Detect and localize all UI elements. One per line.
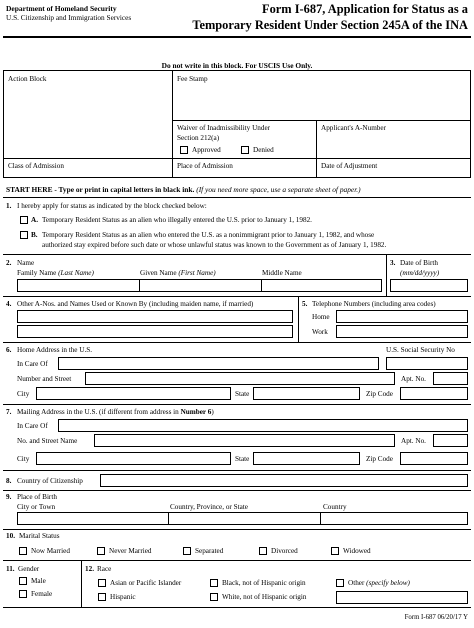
female-checkbox[interactable] <box>19 590 27 598</box>
mail-street-input[interactable] <box>94 434 395 447</box>
divorced-label: Divorced <box>271 547 298 555</box>
black-checkbox[interactable] <box>210 579 218 587</box>
male-checkbox[interactable] <box>19 577 27 585</box>
given-name-label: Given Name (First Name) <box>140 269 216 277</box>
widowed-label: Widowed <box>343 547 371 555</box>
divorced-checkbox[interactable] <box>259 547 267 555</box>
birth-province-label: Country, Province, or State <box>170 503 248 511</box>
mail-street-label: No. and Street Name <box>17 437 78 445</box>
approved-label: Approved <box>192 146 221 154</box>
widowed-checkbox[interactable] <box>331 547 339 555</box>
state-input[interactable] <box>253 387 360 400</box>
mail-city-label: City <box>17 455 30 463</box>
q8-label: Country of Citizenship <box>17 477 83 485</box>
q12-label: Race <box>97 565 112 573</box>
department-name: Department of Homeland Security <box>6 4 117 13</box>
asian-label: Asian or Pacific Islander <box>110 579 182 587</box>
q3-label: Date of Birth <box>400 259 438 267</box>
female-label: Female <box>31 590 53 598</box>
now-married-checkbox[interactable] <box>19 547 27 555</box>
hispanic-label: Hispanic <box>110 593 136 601</box>
birth-city-label: City or Town <box>17 503 56 511</box>
home-phone-input[interactable] <box>336 310 468 323</box>
other-race-label: Other (specify below) <box>348 579 410 587</box>
mail-zip-label: Zip Code <box>366 455 393 463</box>
citizenship-input[interactable] <box>100 474 468 487</box>
dob-input[interactable] <box>390 279 468 292</box>
status-b-text2: authorized stay expired before such date or whose unlawful status was known to the Government as of January 1, 1982. <box>42 241 387 249</box>
dob-format: (mm/dd/yyyy) <box>400 269 440 277</box>
zip-label: Zip Code <box>366 390 393 398</box>
q9-label: Place of Birth <box>17 493 57 501</box>
state-label: State <box>235 390 250 398</box>
male-label: Male <box>31 577 46 585</box>
fee-stamp-label: Fee Stamp <box>177 75 208 83</box>
other-race-checkbox[interactable] <box>336 579 344 587</box>
date-of-adjustment-label: Date of Adjustment <box>321 162 378 170</box>
street-label: Number and Street <box>17 375 72 383</box>
mail-state-label: State <box>235 455 250 463</box>
header-rule <box>3 36 471 38</box>
denied-checkbox[interactable] <box>241 146 249 154</box>
street-input[interactable] <box>85 372 395 385</box>
other-race-input[interactable] <box>336 591 468 604</box>
ssn-label: U.S. Social Security No <box>386 346 455 354</box>
black-label: Black, not of Hispanic origin <box>222 579 306 587</box>
work-phone-input[interactable] <box>336 325 468 338</box>
ssn-input[interactable] <box>386 357 468 370</box>
other-names-input-2[interactable] <box>17 325 293 338</box>
other-names-input-1[interactable] <box>17 310 293 323</box>
hispanic-checkbox[interactable] <box>98 593 106 601</box>
never-married-checkbox[interactable] <box>97 547 105 555</box>
home-phone-label: Home <box>312 313 330 321</box>
mail-state-input[interactable] <box>253 452 360 465</box>
middle-name-label: Middle Name <box>262 269 302 277</box>
zip-input[interactable] <box>400 387 468 400</box>
office-use-notice: Do not write in this block. For USCIS Use Only. <box>161 61 313 70</box>
never-married-label: Never Married <box>109 547 152 555</box>
mail-care-of-label: In Care Of <box>17 422 48 430</box>
start-here-instruction: START HERE - Type or print in capital letters in black ink. (If you need more space, use a separate sheet of paper.) <box>6 185 361 194</box>
work-phone-label: Work <box>312 328 328 336</box>
status-b-text1: Temporary Resident Status as an alien who entered the U.S. as a nonimmigrant prior to January 1, 1982, and whose <box>42 231 375 239</box>
status-a-text: Temporary Resident Status as an alien who illegally entered the U.S. prior to January 1, 1982. <box>42 216 312 224</box>
form-title-line2: Temporary Resident Under Section 245A of the INA <box>192 18 468 32</box>
mail-care-of-input[interactable] <box>58 419 468 432</box>
q4-label: Other A-Nos. and Names Used or Known By (including maiden name, if married) <box>17 300 254 308</box>
form-title-line1: Form I-687, Application for Status as a <box>262 2 468 16</box>
q7-label: Mailing Address in the U.S. (if different from address in Number 6) <box>17 408 214 416</box>
q11-label: Gender <box>18 565 40 573</box>
agency-name: U.S. Citizenship and Immigration Services <box>6 13 132 22</box>
separated-label: Separated <box>195 547 224 555</box>
family-name-label: Family Name (Last Name) <box>17 269 94 277</box>
city-input[interactable] <box>36 387 231 400</box>
waiver-label: Waiver of Inadmissibility Under <box>177 124 271 132</box>
approved-checkbox[interactable] <box>180 146 188 154</box>
white-checkbox[interactable] <box>210 593 218 601</box>
separated-checkbox[interactable] <box>183 547 191 555</box>
status-b-checkbox[interactable] <box>20 231 28 239</box>
q5-label: Telephone Numbers (including area codes) <box>312 300 436 308</box>
city-label: City <box>17 390 30 398</box>
birth-country-label: Country <box>323 503 347 511</box>
status-a-checkbox[interactable] <box>20 216 28 224</box>
waiver-section: Section 212(a) <box>177 134 220 142</box>
q10-label: Marital Status <box>19 532 60 540</box>
action-block-label: Action Block <box>8 75 47 83</box>
name-input[interactable] <box>17 279 382 292</box>
denied-label: Denied <box>253 146 274 154</box>
mail-apt-label: Apt. No. <box>401 437 426 445</box>
a-number-label: Applicant's A-Number <box>321 124 386 132</box>
class-of-admission-label: Class of Admission <box>8 162 64 170</box>
apt-label: Apt. No. <box>401 375 426 383</box>
place-of-admission-label: Place of Admission <box>177 162 233 170</box>
white-label: White, not of Hispanic origin <box>222 593 307 601</box>
care-of-input[interactable] <box>58 357 379 370</box>
apt-input[interactable] <box>433 372 468 385</box>
now-married-label: Now Married <box>31 547 70 555</box>
q6-label: Home Address in the U.S. <box>17 346 93 354</box>
place-of-birth-input[interactable] <box>17 512 468 525</box>
care-of-label: In Care Of <box>17 360 48 368</box>
mail-city-input[interactable] <box>36 452 231 465</box>
mail-zip-input[interactable] <box>400 452 468 465</box>
form-footer-id: Form I-687 06/20/17 Y <box>404 614 468 621</box>
asian-checkbox[interactable] <box>98 579 106 587</box>
q2-label: Name <box>17 259 35 267</box>
q1-label: I hereby apply for status as indicated by the block checked below: <box>17 202 207 210</box>
mail-apt-input[interactable] <box>433 434 468 447</box>
